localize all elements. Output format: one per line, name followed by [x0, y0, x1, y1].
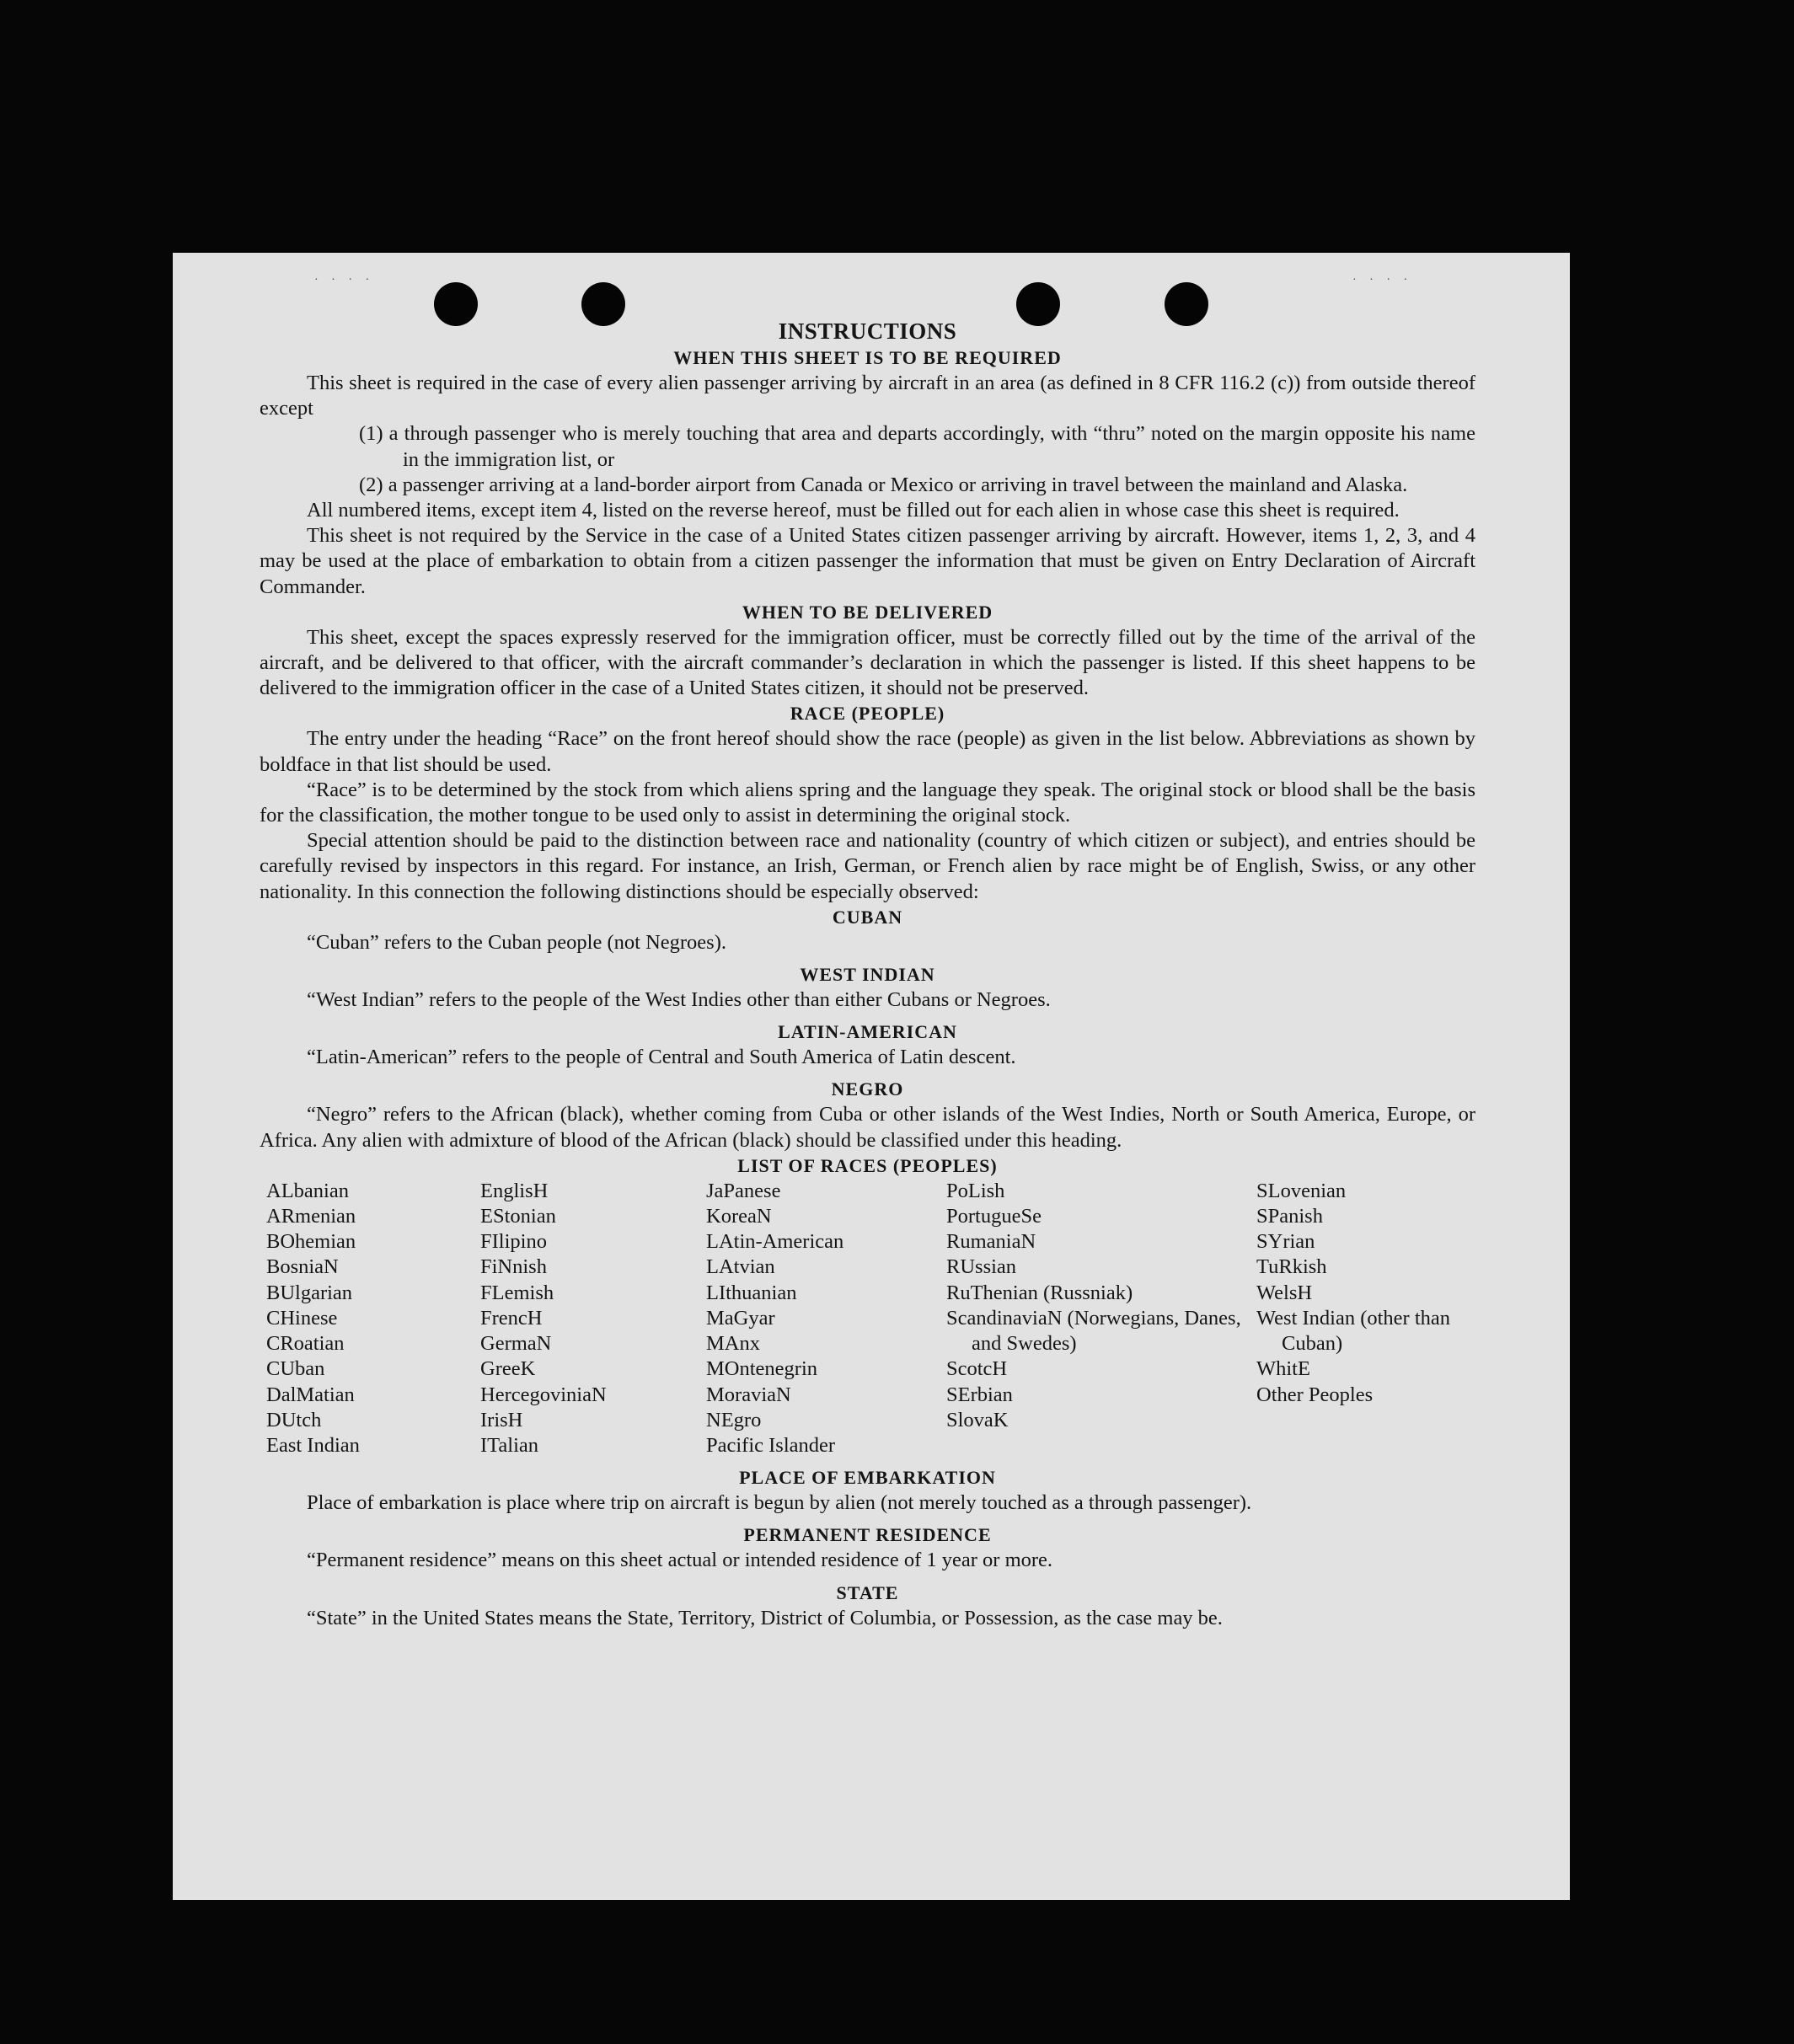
- race-entry: KoreaN: [706, 1205, 772, 1228]
- race-entry: EnglisH: [480, 1179, 549, 1202]
- punch-hole: [581, 282, 625, 326]
- exception-item-1: (1) a through passenger who is merely touching that area and departs accordingly, with “thru” noted on the margin opposite his name in the immigration list, or: [359, 422, 1475, 471]
- race-list-column: [706, 1179, 946, 1458]
- section-heading-race-list: LIST OF RACES (PEOPLES): [737, 1154, 998, 1176]
- race-list-column: [266, 1179, 480, 1458]
- race-entry: CUban: [266, 1357, 325, 1381]
- race-entry: SlovaK: [946, 1408, 1009, 1431]
- page-title: INSTRUCTIONS: [778, 318, 957, 344]
- section-heading-latin-american: LATIN-AMERICAN: [778, 1021, 957, 1043]
- race-entry: WelsH: [1256, 1281, 1313, 1304]
- race-entry: MoraviaN: [706, 1383, 791, 1406]
- race-entry: JaPanese: [706, 1179, 781, 1202]
- cuban-paragraph: “Cuban” refers to the Cuban people (not Negroes).: [307, 930, 726, 954]
- race-list: [266, 1179, 1475, 1458]
- delivered-paragraph: This sheet, except the spaces expressly reserved for the immigration officer, must be correctly filled out by the time of the arrival of the aircraft, and be delivered to that officer, with the aircraft commander’s declaration in which the passenger is listed. If this sheet happens to be delivered to the immigration officer in the case of a United States citizen, it should not be preserved.: [260, 625, 1475, 700]
- latin-american-paragraph: “Latin-American” refers to the people of Central and South America of Latin descent.: [307, 1046, 1016, 1069]
- exception-item-2: (2) a passenger arriving at a land-border airport from Canada or Mexico or arriving in travel between the mainland and Alaska.: [359, 473, 1408, 496]
- race-list-column: [480, 1179, 706, 1458]
- race-entry: EStonian: [480, 1205, 556, 1228]
- instruction-sheet: [173, 253, 1570, 1900]
- required-paragraph: All numbered items, except item 4, listed on the reverse hereof, must be filled out for each alien in whose case this sheet is required.: [307, 499, 1400, 522]
- race-entry: West Indian (other than Cuban): [1256, 1306, 1451, 1356]
- punch-mark-dots: · · · ·: [1352, 274, 1413, 286]
- race-entry: RUssian: [946, 1255, 1017, 1279]
- race-entry: SYrian: [1256, 1230, 1315, 1254]
- section-heading-race: RACE (PEOPLE): [790, 703, 945, 725]
- section-heading-residence: PERMANENT RESIDENCE: [743, 1524, 992, 1546]
- race-entry: ARmenian: [266, 1205, 356, 1228]
- race-entry: MAnx: [706, 1332, 760, 1356]
- race-entry: RumaniaN: [946, 1230, 1036, 1254]
- race-list-column: [946, 1179, 1256, 1458]
- race-entry: LAtvian: [706, 1255, 775, 1279]
- section-heading-delivered: WHEN TO BE DELIVERED: [742, 601, 993, 623]
- race-entry: PortugueSe: [946, 1205, 1042, 1228]
- race-paragraph: The entry under the heading “Race” on the front hereof should show the race (people) as given in the list below. Abbreviations as shown by boldface in that list should be used.: [260, 727, 1475, 776]
- punch-hole: [1165, 282, 1208, 326]
- punch-hole: [1016, 282, 1060, 326]
- race-entry: GreeK: [480, 1357, 536, 1381]
- race-paragraph: Special attention should be paid to the distinction between race and nationality (country of which citizen or subject), and entries should be carefully revised by inspectors in this regard. For instance, an Irish, German, or French alien by race might be of English, Swiss, or any other nationality. In this connection the following distinctions should be especially observed:: [260, 829, 1475, 903]
- embarkation-paragraph: Place of embarkation is place where trip on aircraft is begun by alien (not merely touched as a through passenger).: [307, 1491, 1252, 1515]
- race-entry: ALbanian: [266, 1179, 349, 1202]
- race-entry: PoLish: [946, 1179, 1005, 1202]
- race-entry: FIlipino: [480, 1230, 547, 1254]
- race-entry: Other Peoples: [1256, 1383, 1374, 1406]
- punch-mark-dots: · · · ·: [314, 274, 375, 286]
- race-entry: SPanish: [1256, 1205, 1323, 1228]
- race-entry: FiNnish: [480, 1255, 547, 1279]
- race-entry: DUtch: [266, 1408, 322, 1431]
- race-list-column: [1256, 1179, 1475, 1458]
- race-entry: DalMatian: [266, 1383, 355, 1406]
- race-entry: BOhemian: [266, 1230, 356, 1254]
- race-entry: WhitE: [1256, 1357, 1310, 1381]
- section-heading-required: WHEN THIS SHEET IS TO BE REQUIRED: [673, 347, 1062, 368]
- residence-paragraph: “Permanent residence” means on this sheet actual or intended residence of 1 year or more.: [307, 1549, 1053, 1572]
- race-entry: MOntenegrin: [706, 1357, 817, 1381]
- race-entry: BosniaN: [266, 1255, 339, 1279]
- race-entry: East Indian: [266, 1433, 360, 1457]
- state-paragraph: “State” in the United States means the State, Territory, District of Columbia, or Possession, as the case may be.: [307, 1606, 1223, 1629]
- section-heading-west-indian: WEST INDIAN: [800, 964, 935, 986]
- section-heading-state: STATE: [836, 1581, 899, 1603]
- required-paragraph: This sheet is not required by the Service in the case of a United States citizen passenger arriving by aircraft. However, items 1, 2, 3, and 4 may be used at the place of embarkation to obtain from a citizen passenger the information that must be given on Entry Declaration of Aircraft Commander.: [260, 524, 1475, 598]
- race-entry: NEgro: [706, 1408, 762, 1431]
- required-paragraph: This sheet is required in the case of every alien passenger arriving by aircraft in an area (as defined in 8 CFR 116.2 (c)) from outside thereof except: [260, 372, 1475, 420]
- section-heading-negro: NEGRO: [831, 1078, 904, 1100]
- west-indian-paragraph: “West Indian” refers to the people of the West Indies other than either Cubans or Negroes.: [307, 988, 1051, 1012]
- race-entry: SErbian: [946, 1383, 1013, 1406]
- section-heading-cuban: CUBAN: [832, 906, 903, 928]
- negro-paragraph: “Negro” refers to the African (black), whether coming from Cuba or other islands of the West Indies, North or South America, Europe, or Africa. Any alien with admixture of blood of the African (black) should be classified under this heading.: [260, 1103, 1475, 1152]
- race-entry: RuThenian (Russniak): [946, 1281, 1133, 1304]
- section-heading-embarkation: PLACE OF EMBARKATION: [739, 1467, 996, 1489]
- race-entry: CHinese: [266, 1306, 338, 1330]
- punch-hole: [434, 282, 478, 326]
- race-entry: FrencH: [480, 1306, 543, 1330]
- race-entry: ScandinaviaN (Norwegians, Danes, and Swedes): [946, 1306, 1241, 1356]
- race-entry: SLovenian: [1256, 1179, 1347, 1202]
- race-entry: FLemish: [480, 1281, 554, 1304]
- race-entry: TuRkish: [1256, 1255, 1327, 1279]
- race-entry: BUlgarian: [266, 1281, 353, 1304]
- race-entry: GermaN: [480, 1332, 552, 1356]
- race-entry: ScotcH: [946, 1357, 1008, 1381]
- race-entry: Pacific Islander: [706, 1433, 836, 1457]
- race-entry: IrisH: [480, 1408, 523, 1431]
- race-paragraph: “Race” is to be determined by the stock from which aliens spring and the language they speak. The original stock or blood shall be the basis for the classification, the mother tongue to be used only to assist in determining the original stock.: [260, 778, 1475, 827]
- race-entry: LAtin-American: [706, 1230, 844, 1254]
- race-entry: LIthuanian: [706, 1281, 797, 1304]
- race-entry: HercegoviniaN: [480, 1383, 607, 1406]
- race-entry: MaGyar: [706, 1306, 775, 1330]
- race-entry: ITalian: [480, 1433, 539, 1457]
- race-entry: CRoatian: [266, 1332, 345, 1356]
